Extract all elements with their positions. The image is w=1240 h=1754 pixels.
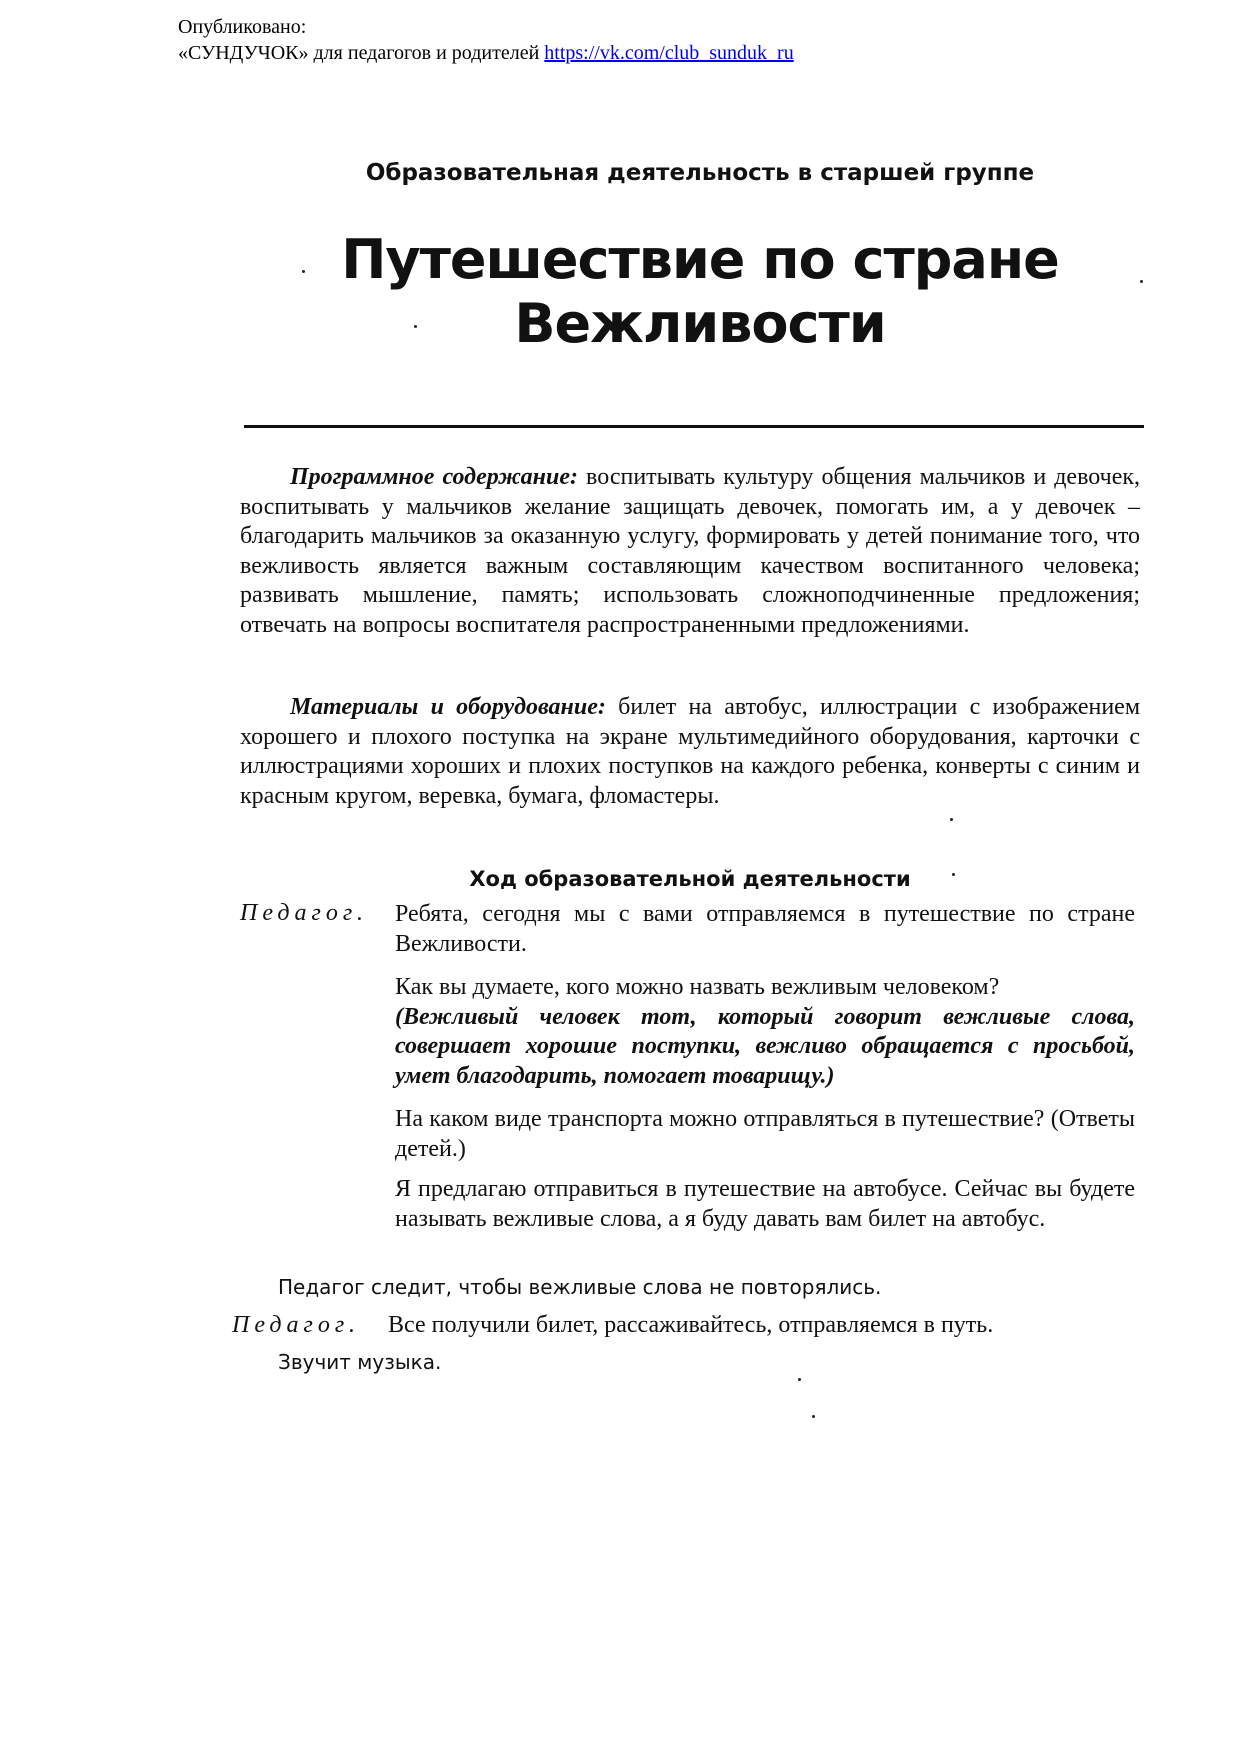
publisher-line — [178, 40, 794, 66]
scan-speck — [950, 818, 953, 821]
materials-text: билет на автобус, иллюстрации с изображением хорошего и плохого поступка на экране мультимедийного оборудования, карточки с иллюстрациями хороших и плохих поступков на каждого ребенка, конверты с синим и красным кругом, веревка, бумага, фломастеры. — [240, 694, 1141, 809]
scan-speck — [302, 270, 305, 273]
stage-note-2: Звучит музыка. — [278, 1350, 442, 1374]
publisher-link[interactable]: https://vk.com/club_sunduk_ru — [544, 42, 794, 64]
dialog-line-1: Ребята, сегодня мы с вами отправляемся в путешествие по стране Вежливости. — [395, 901, 1135, 957]
speaker-label-2: Педагог. — [232, 1312, 360, 1338]
section-heading: Ход образовательной деятельности — [469, 867, 911, 891]
publication-header — [178, 14, 794, 66]
title-line-2: Вежливости — [514, 292, 886, 355]
dialog-line-5: Все получили билет, рассаживайтесь, отправляемся в путь. — [388, 1312, 994, 1338]
program-text: воспитывать культуру общения мальчиков и девочек, воспитывать у мальчиков желание защищать девочек, помогать им, а у девочек – благодарить мальчиков за оказанную услугу, формировать у детей понимание того, что вежливость является важным составляющим качеством воспитанного человека; развивать мышление, память; использовать сложноподчиненные предложения; отвечать на вопросы воспитателя распространенными предложениями. — [240, 464, 1141, 638]
dialog-line-2 — [395, 973, 1135, 1091]
published-label: Опубликовано: — [178, 16, 307, 38]
program-label: Программное содержание: — [290, 464, 578, 490]
publisher-name: «СУНДУЧОК» для педагогов и родителей — [178, 42, 540, 64]
scan-speck — [952, 873, 955, 876]
title-line-1: Путешествие по стране — [341, 228, 1059, 291]
document-title — [240, 228, 1160, 356]
materials-label: Материалы и оборудование: — [290, 694, 606, 720]
dialog-line-4: Я предлагаю отправиться в путешествие на автобусе. Сейчас вы будете называть вежливые слова, а я буду давать вам билет на автобус. — [395, 1176, 1135, 1232]
scan-speck — [414, 325, 417, 328]
dialog-line-3: На каком виде транспорта можно отправляться в путешествие? (Ответы детей.) — [395, 1106, 1135, 1162]
program-content-paragraph — [240, 463, 1140, 640]
title-divider — [244, 425, 1144, 428]
scan-speck — [812, 1415, 815, 1418]
document-subtitle: Образовательная деятельность в старшей группе — [365, 160, 1035, 186]
scan-speck — [1140, 280, 1143, 283]
dialog-line-2-question: Как вы думаете, кого можно назвать вежливым человеком? — [395, 974, 1000, 1000]
scan-speck — [798, 1378, 801, 1381]
speaker-label: Педагог. — [240, 900, 368, 926]
stage-note-1: Педагог следит, чтобы вежливые слова не повторялись. — [278, 1275, 882, 1299]
dialog-line-2-answer: (Вежливый человек тот, который говорит вежливые слова, совершает хорошие поступки, вежливо обращается с просьбой, умет благодарить, помогает товарищу.) — [395, 1003, 1135, 1089]
materials-paragraph — [240, 693, 1140, 811]
